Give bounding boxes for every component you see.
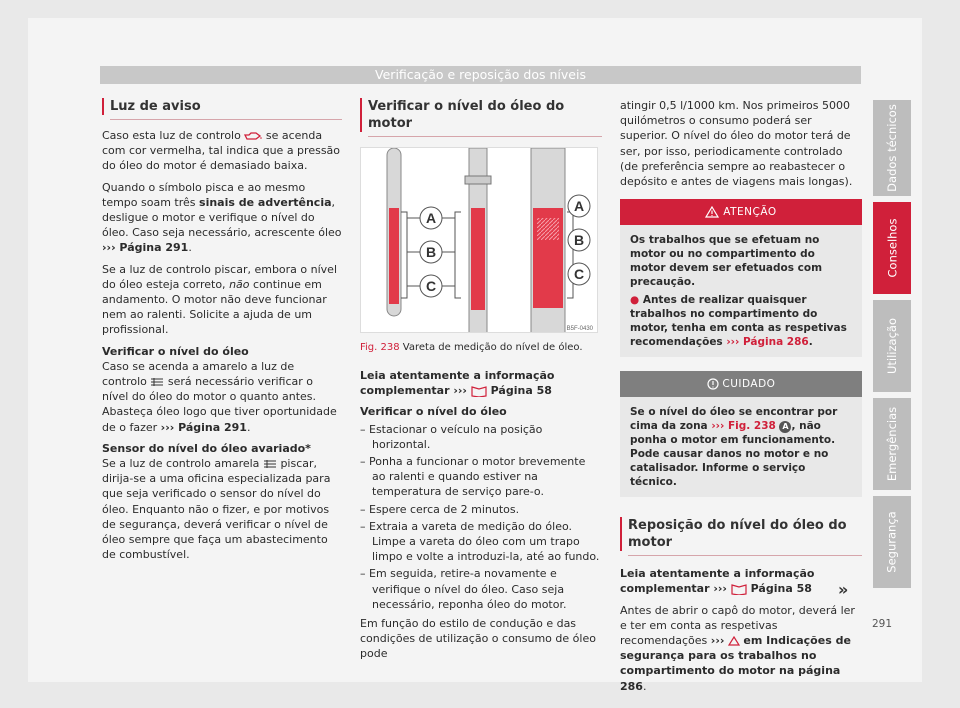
fig-label-b-right: B (573, 232, 585, 248)
warning-body (620, 225, 862, 357)
caption-text: Vareta de medição do nível de óleo. (402, 342, 583, 353)
info-circle-icon (707, 378, 719, 390)
tab-label: Utilização (885, 317, 900, 375)
figure-number: Fig. 238 (360, 342, 400, 353)
text: Leia atentamente a informação complementar (620, 567, 815, 596)
tab-label: Emergências (885, 406, 900, 482)
fig-label-c-right: C (573, 266, 585, 282)
label-a-badge: A (779, 421, 791, 433)
figure-code: B5F-0430 (566, 326, 593, 332)
warning-box (620, 199, 862, 357)
text: será necessário verificar o nível do óleo do motor o quanto antes. Abasteça óleo logo que tiver oportunidade de o fazer (102, 375, 337, 434)
paragraph (102, 441, 342, 563)
caution-text: , não ponha o motor em funcionamento. Pode causar danos no motor e no catalisador. Informe o serviço técnico. (630, 420, 836, 489)
paragraph (102, 344, 342, 435)
text: Se a luz de controlo piscar, embora o nível do óleo esteja correto, (102, 262, 338, 291)
paragraph (102, 128, 342, 174)
text-bold: sinais de advertência (199, 195, 332, 209)
page-header: Verificação e reposição dos níveis (100, 66, 861, 84)
subheading (360, 404, 602, 419)
paragraph (620, 603, 862, 694)
caution-box (620, 371, 862, 497)
tab-usage[interactable] (873, 300, 911, 392)
label-b-circle (407, 241, 455, 263)
tab-label: Dados técnicos (885, 104, 900, 192)
step-item: – Estacionar o veículo na posição horizontal. (360, 422, 543, 451)
step-text: Ponha a funcionar o motor brevemente ao ralenti e quando estiver na temperatura de serviço pare-o. (369, 455, 586, 499)
tab-emergencies[interactable] (873, 398, 911, 490)
text: . (188, 241, 192, 255)
paragraph (102, 262, 342, 338)
warning-title: ATENÇÃO (723, 206, 777, 219)
page-number: 291 (872, 618, 893, 630)
paragraph: atingir 0,5 l/1000 km. Nos primeiros 5000 quilómetros o consumo poderá ser superior. O nível do óleo do motor terá de ser, por isso, periodicamente controlado (de preferência sempre ao reabastecer o depósito e antes de viagens mais longas). (620, 99, 853, 189)
tab-advice[interactable] (873, 202, 911, 294)
dipstick-figure (360, 147, 598, 333)
label-a-circle-right (568, 195, 590, 217)
step-text: Espere cerca de 2 minutos. (369, 502, 520, 516)
oil-can-icon (244, 131, 262, 141)
section-rule (368, 136, 602, 137)
text: , desligue o motor e verifique o nível do óleo. Caso seja necessário, acrescente óleo (102, 195, 342, 240)
tab-safety[interactable] (873, 496, 911, 588)
text: Caso esta luz de controlo (102, 129, 241, 142)
fig-label-a: A (425, 210, 437, 226)
page-reference-link[interactable]: Página 58 (490, 384, 552, 398)
caution-text: Se o nível do óleo se encontrar por cima da zona (630, 406, 838, 433)
page-reference-link[interactable]: ››› Página 291 (160, 420, 247, 434)
caution-header (620, 371, 862, 397)
text: Caso se acenda a amarelo a luz de controlo (102, 359, 295, 389)
text: continue em andamento. O motor não deve funcionar nem ao ralenti. Solicite a ajuda de um profissional. (102, 277, 327, 337)
fig-label-c: C (425, 278, 437, 294)
text: Se a luz de controlo amarela (102, 457, 260, 471)
step-item: – Extraia a vareta de medição do óleo. Limpe a vareta do óleo com um trapo limpo e volte a introduzi-la, até ao fundo. (360, 519, 600, 564)
book-icon (471, 385, 487, 397)
section-block (620, 517, 862, 556)
page-reference-link[interactable]: ››› Página 291 (102, 241, 189, 255)
warning-header (620, 199, 862, 225)
text: Leia atentamente a informação complementar (360, 369, 555, 398)
caution-body (620, 397, 862, 497)
step-item: – Ponha a funcionar o motor brevemente ao ralenti e quando estiver na temperatura de serviço pare-o. (360, 455, 586, 499)
column-right (620, 98, 862, 700)
page-reference-link[interactable]: Página 58 (750, 582, 812, 596)
section-rule (628, 555, 862, 556)
text: Quando o símbolo pisca e ao mesmo tempo soam três (102, 180, 306, 209)
step-text: Estacionar o veículo na posição horizontal. (369, 422, 543, 451)
step-text: Em seguida, retire-a novamente e verifique o nível do óleo. Caso seja necessário, reponha óleo do motor. (369, 567, 567, 611)
caution-title: CUIDADO (722, 378, 776, 391)
label-b-circle-right (568, 229, 590, 251)
subheading-text: Verificar o nível do óleo (360, 405, 507, 419)
oil-level-icon (150, 377, 164, 387)
figure-reference-link[interactable]: ››› Fig. 238 (711, 420, 776, 433)
label-c-circle-right (568, 263, 590, 285)
text: Antes de abrir o capô do motor, deverá ler e ter em conta as respetivas recomendações (620, 603, 855, 648)
reference-arrows: ››› (453, 384, 467, 398)
step-item: – Espere cerca de 2 minutos. (360, 502, 520, 516)
step-text: Extraia a vareta de medição do óleo. Limpe a vareta do óleo com um trapo limpo e volte a introduzi-la, até ao fundo. (369, 519, 600, 564)
paragraph: Em função do estilo de condução e das condições de utilização o consumo de óleo pode (360, 617, 596, 661)
column-middle (360, 98, 602, 668)
subheading: Sensor do nível do óleo avariado* (102, 441, 311, 455)
continue-marker: » (838, 580, 849, 599)
dipstick-illustration (361, 148, 598, 333)
step-item: – Em seguida, retire-a novamente e verifique o nível do óleo. Caso seja necessário, reponha óleo do motor. (360, 567, 567, 611)
figure-caption (360, 341, 602, 354)
text: piscar, dirija-se a uma oficina especializada para que seja verificado o sensor do nível do óleo. Enquanto não o fizer, e por motivos de segurança, deverá verificar o nível de óleo sempre que faça um abastecimento de combustível. (102, 457, 331, 562)
label-c-circle (407, 275, 455, 297)
section-rule (110, 119, 342, 120)
book-icon (731, 583, 747, 595)
warning-text: Antes de realizar quaisquer trabalhos no compartimento do motor, tenha em conta as respetivas recomendações (630, 294, 847, 349)
paragraph (360, 368, 602, 398)
label-a-circle (407, 207, 455, 229)
text: . (246, 420, 251, 434)
text: se acenda com cor vermelha, tal indica que a pressão do óleo do motor é demasiado baixa. (102, 129, 341, 173)
column-left (102, 98, 342, 568)
section-title-warning-light: Luz de aviso (102, 98, 342, 115)
fig-label-a-right: A (573, 198, 585, 214)
tab-technical-data[interactable] (873, 100, 911, 196)
tab-label: Conselhos (885, 218, 899, 278)
reference-arrows: ››› (710, 634, 725, 648)
paragraph (102, 180, 342, 256)
tab-label: Segurança (885, 511, 899, 573)
warning-bullet: ● Antes de realizar quaisquer trabalhos no compartimento do motor, tenha em conta as respetivas recomendações ››› Página 286. (630, 294, 847, 349)
subheading: Verificar o nível do óleo (102, 344, 249, 358)
warning-triangle-icon (728, 636, 740, 646)
fig-label-b: B (425, 244, 437, 260)
warning-triangle-icon (705, 206, 719, 218)
text-italic: não (229, 277, 250, 291)
reference-arrows: ››› (713, 582, 727, 596)
paragraph (620, 566, 862, 596)
warning-text: Os trabalhos que se efetuam no motor ou no compartimento do motor devem ser efetuados com precaução. (630, 234, 823, 289)
bullet-dot: ● (630, 294, 640, 307)
section-title-check-oil: Verificar o nível do óleo do motor (360, 98, 602, 132)
oil-level-icon (263, 459, 277, 469)
page-reference-link[interactable]: ››› Página 286 (726, 336, 809, 349)
section-title-refill-oil: Reposição do nível do óleo do motor (620, 517, 862, 551)
text: . (642, 679, 647, 693)
page-reference-link[interactable]: em Indicações de segurança para os trabalhos no compartimento do motor na página 286 (620, 634, 851, 693)
sidebar-tabs (873, 100, 911, 594)
